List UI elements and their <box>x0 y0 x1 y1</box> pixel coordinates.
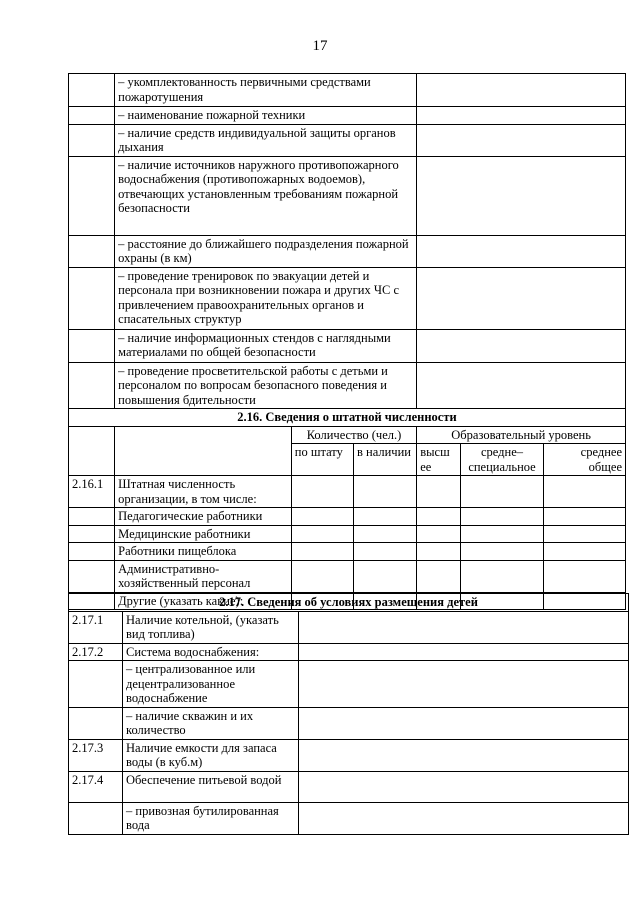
table-row <box>69 802 629 834</box>
answer-cell[interactable] <box>417 124 626 156</box>
table-row <box>69 74 626 107</box>
answer-cell[interactable] <box>299 661 629 708</box>
input-cell[interactable] <box>417 525 461 543</box>
safety-item-label: – проведение тренировок по эвакуации детей и персонала при возникновении пожара и других ЧС с привлечением правоохранительных органов и спасательных структур <box>115 267 417 329</box>
table-row <box>69 707 629 739</box>
row-number: 2.16.1 <box>69 476 115 508</box>
staff-row-label: Работники пищеблока <box>115 543 292 561</box>
answer-cell[interactable] <box>299 802 629 834</box>
staff-row-label: Медицинские работники <box>115 525 292 543</box>
page-number: 17 <box>312 38 328 54</box>
table-row <box>69 739 629 771</box>
table-header-row <box>69 426 626 444</box>
section-title-placement: 2.17. Сведения об условиях размещения детей <box>69 594 629 612</box>
answer-cell[interactable] <box>299 611 629 643</box>
safety-item-label: – укомплектованность первичными средствами пожаротушения <box>115 74 417 107</box>
table-row <box>69 156 626 235</box>
table-row <box>69 525 626 543</box>
table-row <box>69 611 629 643</box>
answer-cell[interactable] <box>417 107 626 125</box>
safety-item-label: – наличие информационных стендов с наглядными материалами по общей безопасности <box>115 329 417 362</box>
input-cell[interactable] <box>543 543 625 561</box>
table-row <box>69 124 626 156</box>
table-row <box>69 771 629 802</box>
table-row <box>69 508 626 526</box>
input-cell[interactable] <box>417 560 461 592</box>
input-cell[interactable] <box>461 476 543 508</box>
input-cell[interactable] <box>354 525 417 543</box>
input-cell[interactable] <box>461 543 543 561</box>
row-number <box>69 802 123 834</box>
input-cell[interactable] <box>291 525 353 543</box>
answer-cell[interactable] <box>417 329 626 362</box>
answer-cell[interactable] <box>299 739 629 771</box>
placement-row-label: Наличие котельной, (указать вид топлива) <box>123 611 299 643</box>
header-secondary-general: среднее общее <box>543 444 625 476</box>
table-row <box>69 476 626 508</box>
input-cell[interactable] <box>291 508 353 526</box>
staff-row-label: Штатная численность организации, в том числе: <box>115 476 292 508</box>
answer-cell[interactable] <box>417 267 626 329</box>
safety-item-label: – наличие средств индивидуальной защиты органов дыхания <box>115 124 417 156</box>
row-number: 2.17.4 <box>69 771 123 802</box>
table-row <box>69 661 629 708</box>
input-cell[interactable] <box>354 560 417 592</box>
answer-cell[interactable] <box>299 643 629 661</box>
section-title-staff: 2.16. Сведения о штатной численности <box>69 409 626 427</box>
input-cell[interactable] <box>543 508 625 526</box>
safety-item-label: – проведение просветительской работы с детьми и персоналом по вопросам безопасного поведения и повышения бдительности <box>115 362 417 409</box>
table-row <box>69 362 626 409</box>
input-cell[interactable] <box>461 560 543 592</box>
table-row <box>69 543 626 561</box>
answer-cell[interactable] <box>299 771 629 802</box>
input-cell[interactable] <box>291 543 353 561</box>
safety-item-label: – расстояние до ближайшего подразделения пожарной охраны (в км) <box>115 235 417 267</box>
input-cell[interactable] <box>543 525 625 543</box>
row-number: 2.17.2 <box>69 643 123 661</box>
row-number: 2.17.1 <box>69 611 123 643</box>
answer-cell[interactable] <box>417 74 626 107</box>
input-cell[interactable] <box>543 560 625 592</box>
safety-item-label: – наличие источников наружного противопожарного водоснабжения (противопожарных водоемов), отвечающих установленным требованиям пожарной безопасности <box>115 156 417 235</box>
answer-cell[interactable] <box>417 235 626 267</box>
section-header-row <box>69 409 626 427</box>
input-cell[interactable] <box>461 508 543 526</box>
table-row <box>69 643 629 661</box>
header-actual: в наличии <box>354 444 417 476</box>
placement-row-label: Наличие емкости для запаса воды (в куб.м) <box>123 739 299 771</box>
table-row <box>69 107 626 125</box>
placement-row-label: – привозная бутилированная вода <box>123 802 299 834</box>
placement-row-label: Система водоснабжения: <box>123 643 299 661</box>
row-number: 2.17.3 <box>69 739 123 771</box>
table-row <box>69 235 626 267</box>
form-table-placement <box>68 593 629 835</box>
input-cell[interactable] <box>417 508 461 526</box>
staff-row-label: Административно-хозяйственный персонал <box>115 560 292 592</box>
row-number <box>69 707 123 739</box>
header-higher: высш ее <box>417 444 461 476</box>
header-by-staff: по штату <box>291 444 353 476</box>
input-cell[interactable] <box>291 476 353 508</box>
answer-cell[interactable] <box>417 156 626 235</box>
answer-cell[interactable] <box>299 707 629 739</box>
safety-item-label: – наименование пожарной техники <box>115 107 417 125</box>
staff-row-label: Педагогические работники <box>115 508 292 526</box>
input-cell[interactable] <box>417 543 461 561</box>
answer-cell[interactable] <box>417 362 626 409</box>
row-number <box>69 661 123 708</box>
input-cell[interactable] <box>354 476 417 508</box>
staff-row-label: Другие (указать какие): <box>115 592 292 610</box>
table-row <box>69 329 626 362</box>
header-education: Образовательный уровень <box>417 426 626 444</box>
input-cell[interactable] <box>354 508 417 526</box>
form-table-safety-staff <box>68 73 626 610</box>
placement-row-label: Обеспечение питьевой водой <box>123 771 299 802</box>
input-cell[interactable] <box>461 525 543 543</box>
placement-row-label: – наличие скважин и их количество <box>123 707 299 739</box>
input-cell[interactable] <box>543 476 625 508</box>
table-row <box>69 267 626 329</box>
input-cell[interactable] <box>291 560 353 592</box>
header-quantity: Количество (чел.) <box>291 426 416 444</box>
input-cell[interactable] <box>417 476 461 508</box>
section-header-row <box>69 594 629 612</box>
input-cell[interactable] <box>354 543 417 561</box>
table-row <box>69 560 626 592</box>
placement-row-label: – централизованное или децентрализованное водоснабжение <box>123 661 299 708</box>
header-secondary-special: средне–специальное <box>461 444 543 476</box>
